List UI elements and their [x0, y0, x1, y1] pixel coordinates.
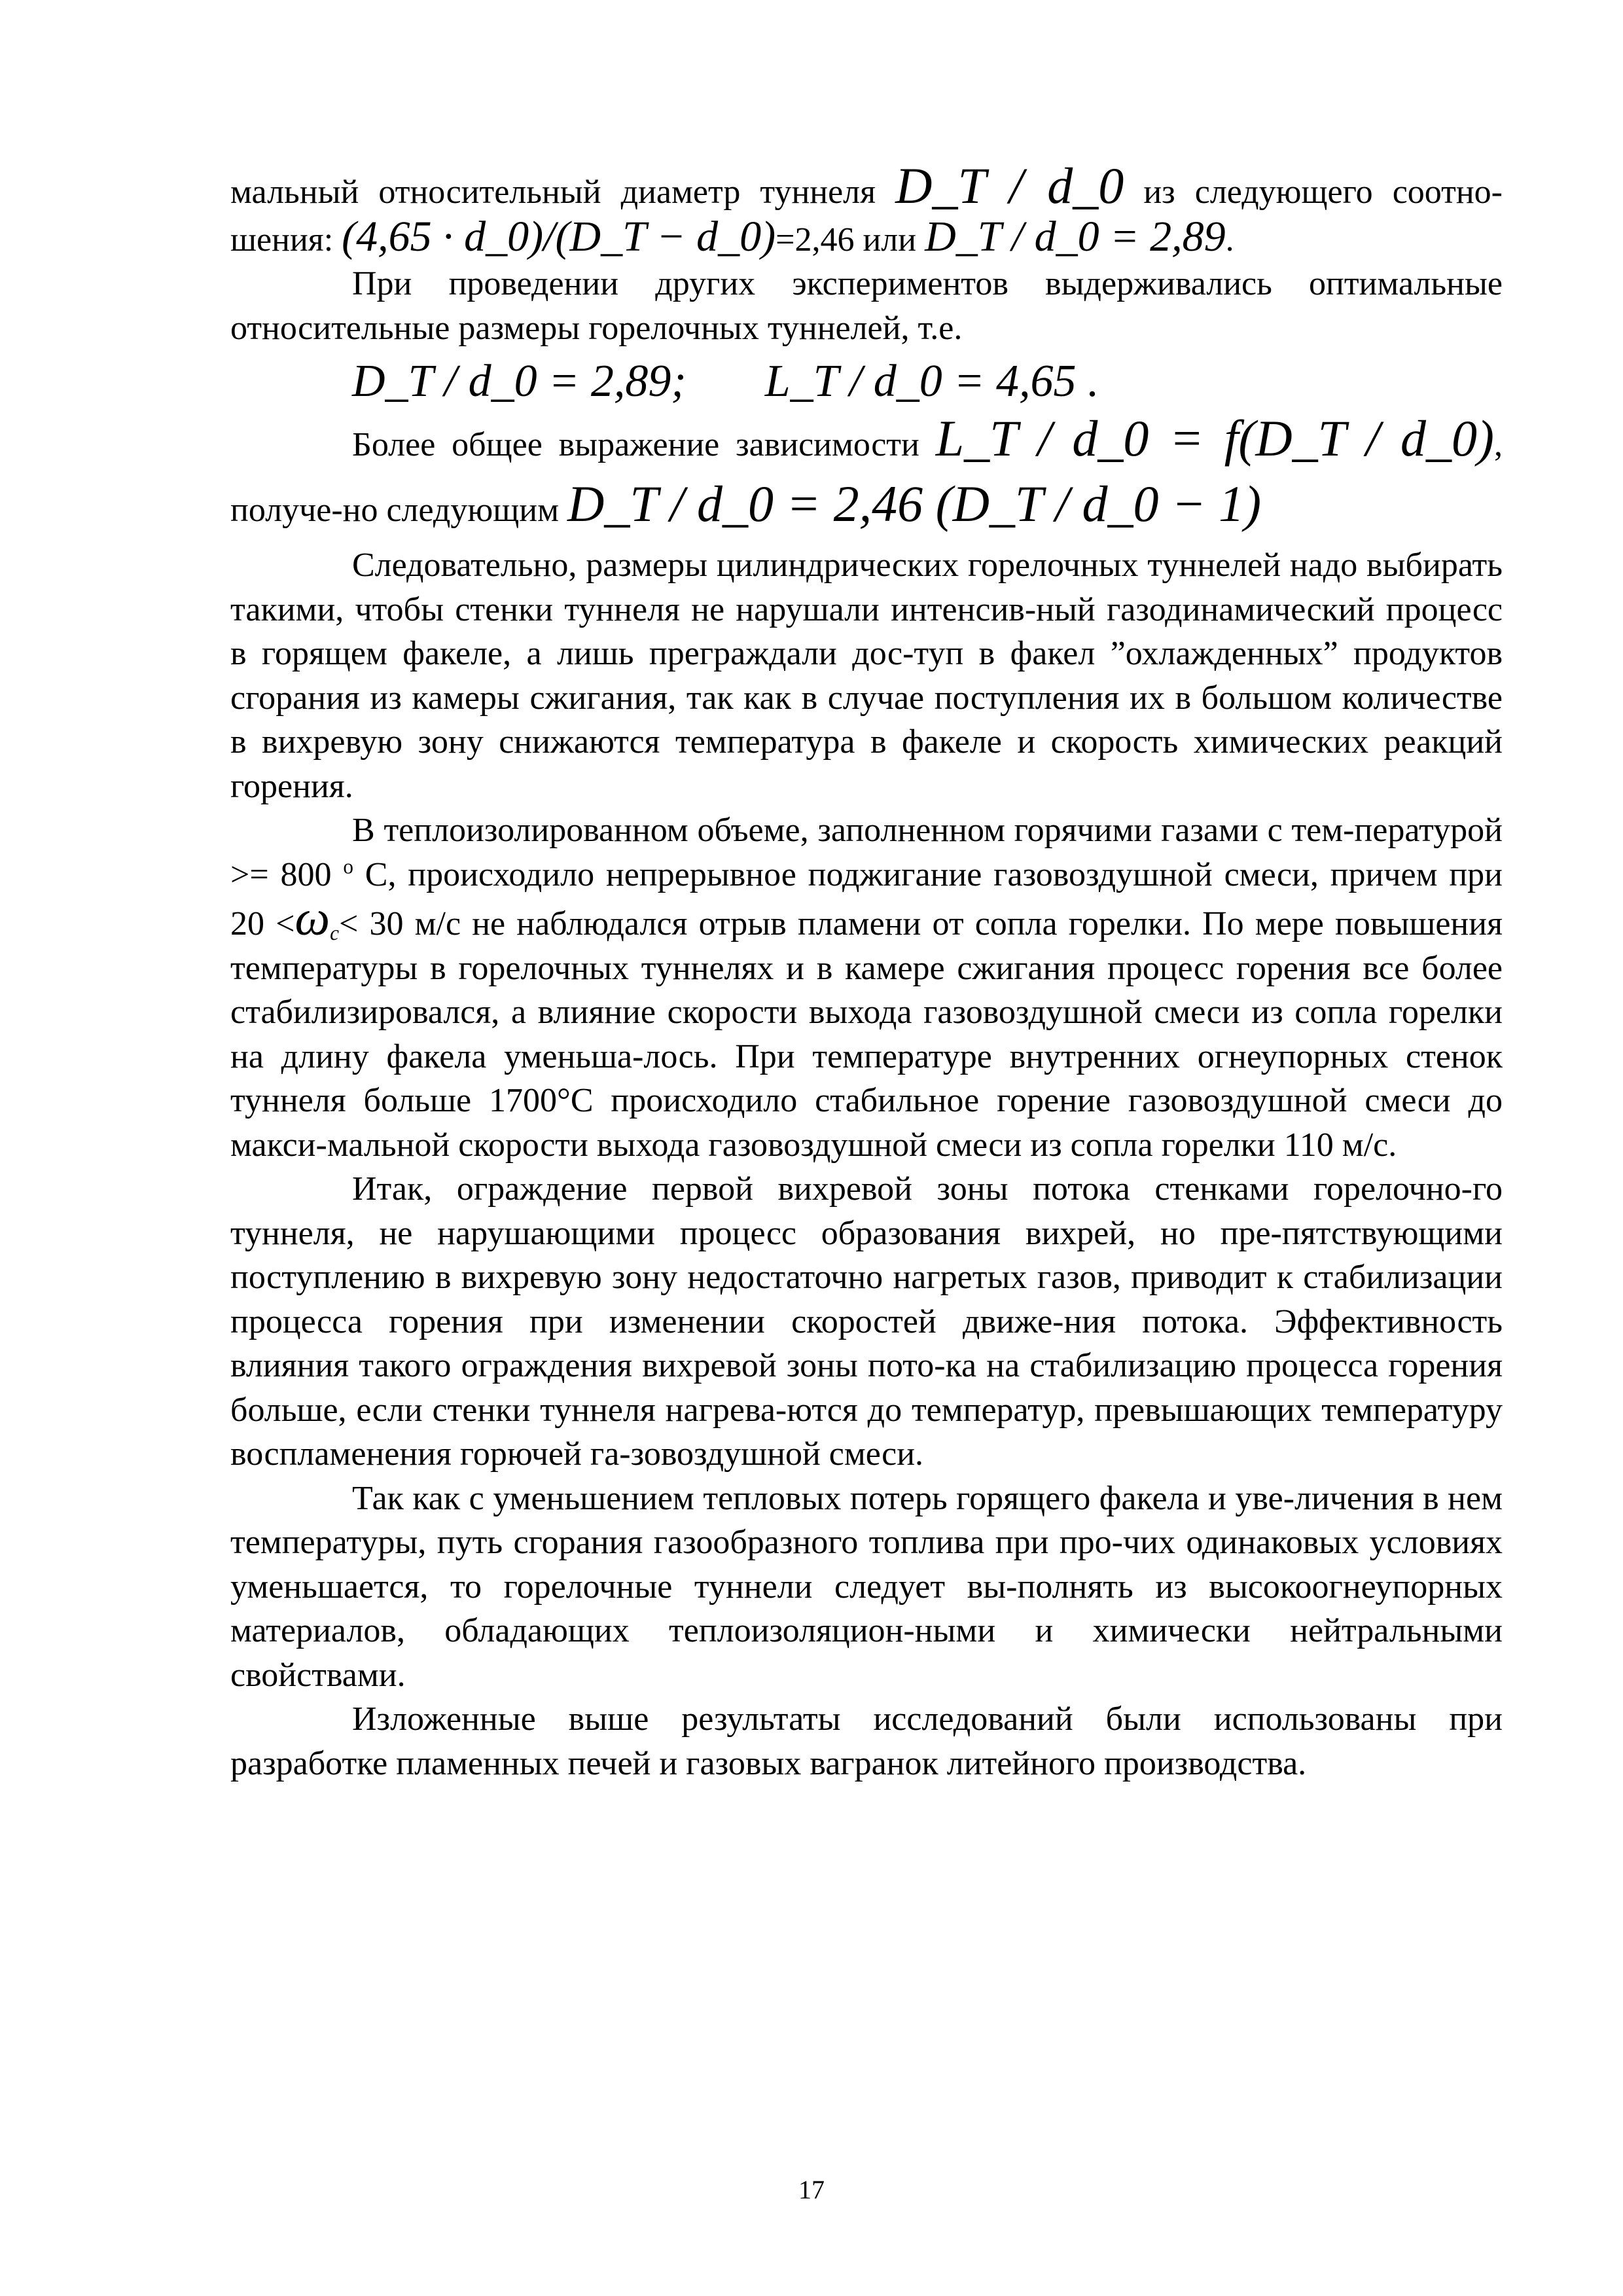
- paragraph-5-text-b: С, происходило непрерывное поджигание газовоздушной смеси, причем при 20 <: [230, 855, 1503, 942]
- paragraph-7: Так как с уменьшением тепловых потерь горящего факела и уве-личения в нем температуры, путь сгорания газообразного топлива при про-чих одинаковых условиях уменьшается, то горелочные туннели следует вы-полнять из высокоогнеупорных материалов, обладающих теплоизоляцион-ными и химически нейтральными свойствами.: [230, 1479, 1503, 1694]
- paragraph-4: Следовательно, размеры цилиндрических горелочных туннелей надо выбирать такими, чтобы стенки туннеля не нарушали интенсив-ный газодинамический процесс в горящем факеле, а лишь преграждали дос-туп в факел ”охлажденных” продуктов сгорания из камеры сжигания, так как в случае поступления их в большом количестве в вихревую зону снижаются температура в факеле и скорость химических реакций горения.: [230, 547, 1503, 805]
- formula-dependence: L_T / d_0 = f(D_T / d_0): [935, 410, 1494, 467]
- paragraph-6: Итак, ограждение первой вихревой зоны потока стенками горелочно-го туннеля, не нарушающими процесс образования вихрей, но пре-пятствующими поступлению в вихревую зону недостаточно нагретых газов, приводит к стабилизации процесса горения при изменении скоростей движе-ния потока. Эффективность влияния такого ограждения вихревой зоны пото-ка на стабилизацию процесса горения больше, если стенки туннеля нагрева-ются до температур, превышающих температуру воспламенения горючей га-зовоздушной смеси.: [230, 1170, 1503, 1473]
- formula-lt-ratio: L_T / d_0 = 4,65 .: [764, 355, 1099, 406]
- paragraph-1-text-a: мальный относительный диаметр туннеля: [230, 173, 896, 211]
- paragraph-3: [230, 412, 1503, 543]
- omega-subscript: c: [330, 921, 339, 944]
- paragraph-1-text-b: из следующего соотно-шения:: [230, 173, 1503, 259]
- paragraph-3-text-a: Более общее выражение зависимости: [352, 426, 936, 463]
- paragraph-8: Изложенные выше результаты исследований были использованы при разработке пламенных печей и газовых вагранок литейного производства.: [230, 1700, 1503, 1782]
- formula-dt-d0: D_T / d_0: [895, 157, 1124, 214]
- optimal-ratios-line: [230, 350, 1503, 412]
- page-number: 17: [798, 2175, 825, 2204]
- formula-general-expression: D_T / d_0 = 2,46 (D_T / d_0 − 1): [567, 475, 1262, 532]
- paragraph-1-text-d: .: [1225, 221, 1234, 259]
- paragraph-1: [230, 157, 1503, 262]
- degree-symbol: o: [343, 854, 353, 878]
- paragraph-5-text-a: В теплоизолированном объеме, заполненном горячими газами с тем-пературой >= 800: [230, 812, 1503, 893]
- paragraph-5: [230, 808, 1503, 1167]
- paragraph-2: При проведении других экспериментов выдерживались оптимальные относительные размеры горелочных туннелей, т.е.: [230, 265, 1503, 347]
- paragraph-5-text-c: < 30 м/с не наблюдался отрыв пламени от сопла горелки. По мере повышения температуры в горелочных туннелях и в камере сжигания процесс горения все более стабилизировался, а влияние скорости выхода газовоздушной смеси из сопла горелки на длину факела уменьша-лось. При температуре внутренних огнеупорных стенок туннеля больше 1700°С происходило стабильное горение газовоздушной смеси до макси-мальной скорости выхода газовоздушной смеси из сопла горелки 110 м/с.: [230, 905, 1503, 1164]
- formula-dt-ratio: D_T / d_0 = 2,89;: [352, 355, 687, 406]
- body-text: [230, 157, 1503, 1785]
- formula-dt-d0-value: D_T / d_0 = 2,89: [925, 212, 1226, 260]
- omega-symbol: ω: [294, 891, 330, 946]
- paragraph-3-text-b: , получе-но следующим: [230, 426, 1503, 529]
- formula-ratio-expression: (4,65 · d_0)/(D_T − d_0): [342, 212, 776, 260]
- paragraph-1-text-c: =2,46 или: [776, 221, 925, 259]
